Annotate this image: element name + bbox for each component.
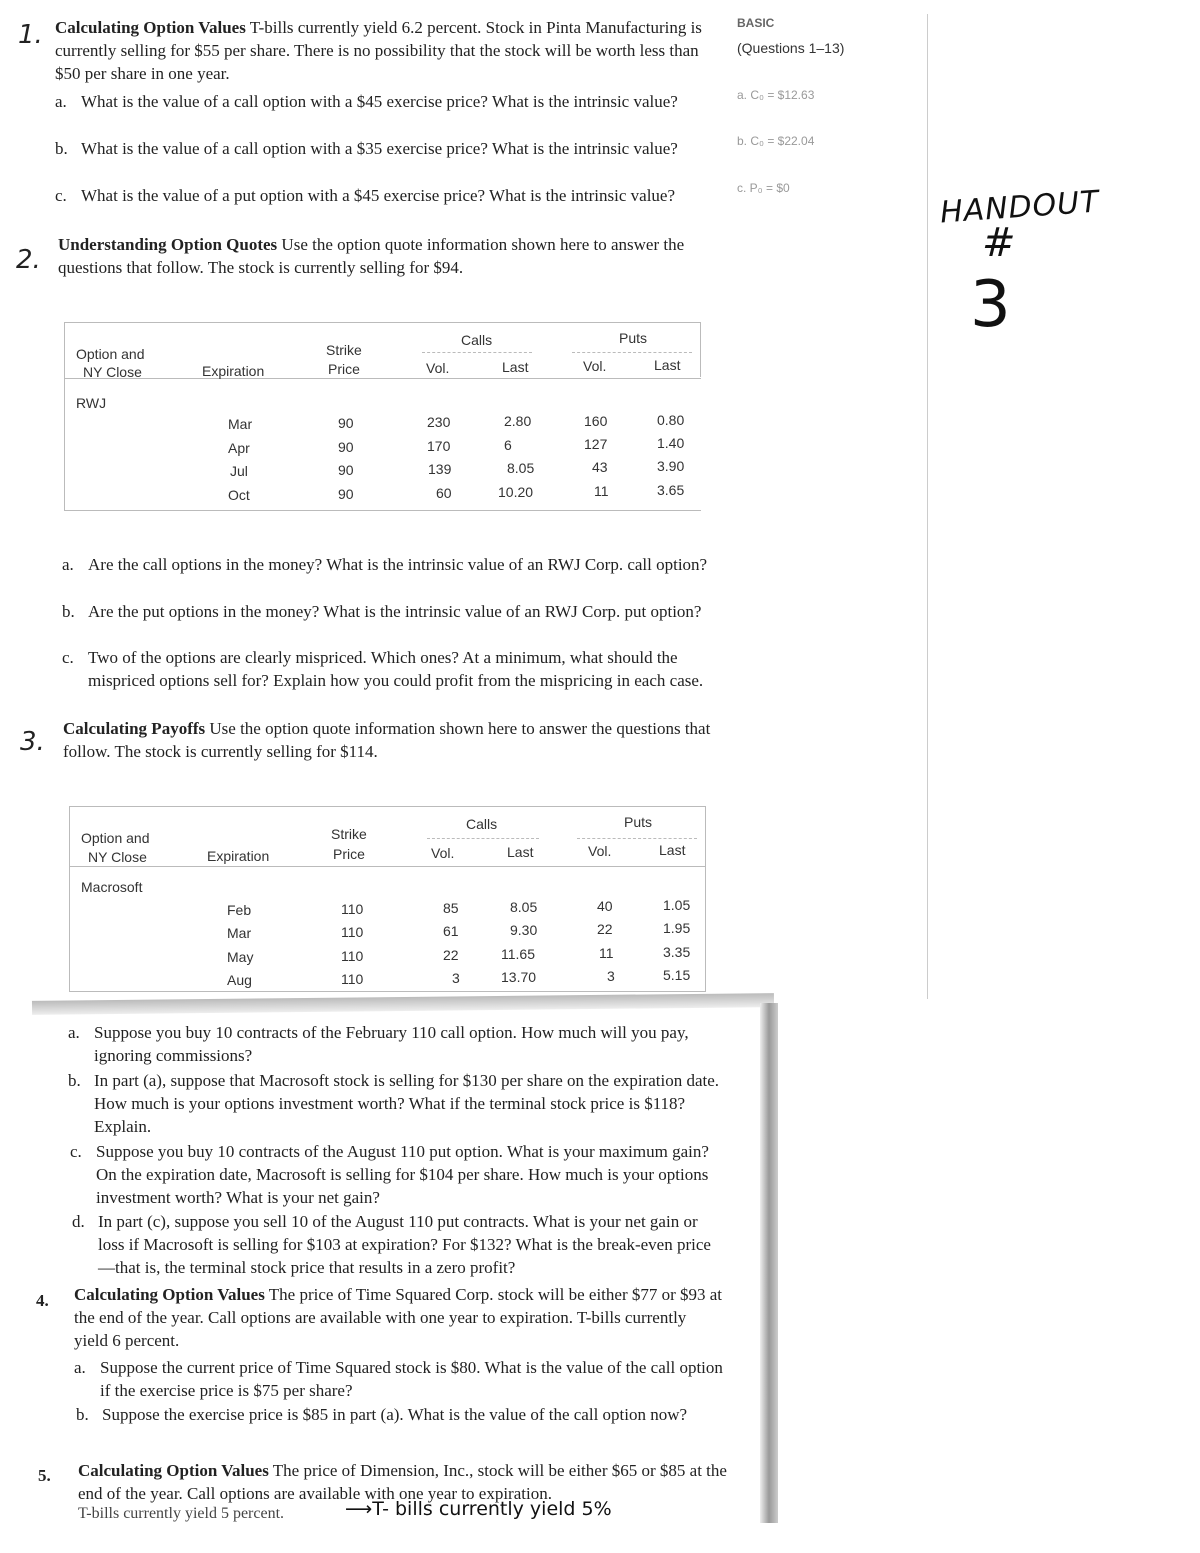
col-strike-price: Price	[333, 846, 365, 862]
call-last: 8.05	[510, 899, 538, 915]
table-header-rule	[69, 866, 706, 867]
q4-body: The price of Time Squared Corp. stock will be either $77 or $93 at the end of the year. Call options are available with one year to expiration. T-bills currently yield 6 percent.	[74, 1285, 723, 1350]
margin-answer-b: b. C₀ = $22.04	[737, 134, 815, 148]
col-option: Option and	[81, 830, 150, 846]
expiration: Feb	[227, 902, 252, 918]
puts-group-rule	[577, 838, 697, 839]
expiration: May	[227, 949, 254, 965]
col-put-last: Last	[659, 842, 686, 858]
put-last: 5.15	[663, 967, 691, 983]
q2-part-b	[62, 600, 712, 623]
q2-part-b-label: b.	[62, 602, 75, 621]
table-left-border	[69, 806, 70, 991]
margin-basic: BASIC	[737, 16, 775, 30]
q3-handwritten-number: 3.	[20, 727, 45, 757]
q1-part-b-text: What is the value of a call option with a $35 exercise price? What is the intrinsic value?	[81, 139, 678, 158]
group-calls: Calls	[466, 816, 498, 832]
call-last: 10.20	[498, 484, 534, 500]
strike: 110	[341, 971, 364, 987]
call-vol: 85	[443, 900, 459, 916]
group-puts: Puts	[619, 330, 648, 346]
call-vol: 230	[427, 414, 451, 430]
q3-part-c-label: c.	[70, 1142, 82, 1161]
q4-part-a-label: a.	[74, 1358, 86, 1377]
q1-text	[55, 16, 715, 85]
q4-part-b-label: b.	[76, 1405, 89, 1424]
put-last: 1.05	[663, 897, 691, 913]
put-last: 0.80	[657, 412, 685, 428]
put-last: 3.65	[657, 482, 685, 498]
q1-part-c-text: What is the value of a put option with a $45 exercise price? What is the intrinsic value?	[81, 186, 676, 205]
q1-handwritten-number: 1.	[18, 20, 43, 50]
call-vol: 22	[443, 947, 459, 963]
col-call-last: Last	[502, 359, 529, 375]
q2-part-a	[62, 553, 712, 576]
put-vol: 127	[584, 436, 608, 452]
call-vol: 60	[436, 485, 452, 501]
call-last: 8.05	[507, 460, 535, 476]
expiration: Jul	[230, 463, 248, 479]
table-bottom-rule	[69, 991, 706, 992]
q4-part-b-text: Suppose the exercise price is $85 in part (a). What is the value of the call option now?	[102, 1405, 688, 1424]
q3-part-b-label: b.	[68, 1071, 81, 1090]
q1-title: Calculating Option Values	[55, 18, 246, 37]
put-vol: 22	[597, 921, 613, 937]
handout-title: HANDOUT	[938, 184, 1101, 231]
col-strike: Strike	[326, 342, 362, 358]
strike: 110	[341, 948, 364, 964]
expiration: Aug	[227, 972, 252, 988]
col-call-last: Last	[507, 844, 534, 860]
group-calls: Calls	[461, 332, 493, 348]
q5-body: The price of Dimension, Inc., stock will be either $65 or $85 at the end of the year. Call options are available with one year to expiration.	[78, 1461, 727, 1503]
table-top-rule	[69, 806, 706, 807]
table-right-border	[705, 806, 706, 991]
col-expiration: Expiration	[202, 363, 265, 379]
col-call-vol: Vol.	[426, 360, 450, 376]
q4-part-a-text: Suppose the current price of Time Squared stock is $80. What is the value of the call option if the exercise price is $75 per share?	[100, 1358, 723, 1400]
q3-part-a-text: Suppose you buy 10 contracts of the February 110 call option. How much will you pay, ignoring commissions?	[94, 1023, 689, 1065]
calls-group-rule	[422, 352, 532, 353]
put-last: 1.95	[663, 920, 691, 936]
col-put-vol: Vol.	[583, 358, 607, 374]
q1-part-c	[55, 184, 720, 207]
table-header-rule	[64, 378, 701, 379]
call-last: 2.80	[504, 413, 532, 429]
put-vol: 43	[592, 459, 608, 475]
strike: 90	[338, 462, 354, 478]
put-last: 3.35	[663, 944, 691, 960]
ticker: Macrosoft	[81, 879, 143, 895]
q2-part-a-label: a.	[62, 555, 74, 574]
strike: 110	[341, 901, 364, 917]
call-vol: 139	[428, 461, 452, 477]
table-top-rule	[64, 322, 701, 323]
margin-answer-c: c. P₀ = $0	[737, 181, 790, 195]
q5-title: Calculating Option Values	[78, 1461, 269, 1480]
calls-group-rule	[427, 838, 539, 839]
col-strike-price: Price	[328, 361, 360, 377]
q3-part-b	[68, 1069, 723, 1138]
q4-part-a	[74, 1356, 729, 1402]
q2-part-c-text: Two of the options are clearly mispriced. Which ones? At a minimum, what should the mispriced options sell for? Explain how you could profit from the mispricing in each case.	[88, 648, 704, 690]
q1-part-b-label: b.	[55, 139, 68, 158]
put-vol: 11	[594, 483, 609, 499]
put-vol: 3	[607, 968, 615, 984]
q4-title: Calculating Option Values	[74, 1285, 265, 1304]
call-vol: 170	[427, 438, 451, 454]
q1-part-a-label: a.	[55, 92, 67, 111]
expiration: Apr	[228, 440, 250, 456]
call-last: 6	[504, 437, 512, 453]
call-last: 9.30	[510, 922, 538, 938]
q2-part-c-label: c.	[62, 648, 74, 667]
q3-part-d	[72, 1210, 727, 1279]
q2-text	[58, 233, 708, 279]
q3-part-c-text: Suppose you buy 10 contracts of the August 110 put option. What is your maximum gain? On the expiration date, Macrosoft is selling for $104 per share. How much is your options investment worth? What is your net gain?	[96, 1142, 709, 1207]
q2-title: Understanding Option Quotes	[58, 235, 278, 254]
margin-divider	[927, 14, 928, 999]
expiration: Mar	[227, 925, 252, 941]
col-strike: Strike	[331, 826, 367, 842]
put-last: 3.90	[657, 458, 685, 474]
q3-part-c	[70, 1140, 725, 1209]
q3-part-a-label: a.	[68, 1023, 80, 1042]
q3-title: Calculating Payoffs	[63, 719, 206, 738]
q4-text	[74, 1283, 724, 1352]
strike: 110	[341, 924, 364, 940]
puts-group-rule	[572, 352, 692, 353]
q3-part-d-text: In part (c), suppose you sell 10 of the August 110 put contracts. What is your net gain or loss if Macrosoft is selling for $103 at expiration? For $132? What is the break-even price—that is, the terminal stock price that results in a zero profit?	[98, 1212, 711, 1277]
q2-part-c	[62, 646, 712, 692]
group-puts: Puts	[624, 814, 653, 830]
col-option-close: NY Close	[83, 364, 142, 380]
put-vol: 40	[597, 898, 613, 914]
q3-part-a	[68, 1021, 723, 1067]
put-last: 1.40	[657, 435, 685, 451]
strike: 90	[338, 486, 354, 502]
expiration: Mar	[228, 416, 253, 432]
put-vol: 160	[584, 413, 608, 429]
table-right-border	[700, 322, 701, 377]
q1-part-b	[55, 137, 720, 160]
call-vol: 3	[452, 970, 460, 986]
q4-part-b	[76, 1403, 731, 1426]
q2-part-a-text: Are the call options in the money? What is the intrinsic value of an RWJ Corp. call option?	[88, 555, 708, 574]
rwj-quote-table	[64, 322, 702, 512]
q5-tail: T-bills currently yield 5 percent.	[78, 1505, 285, 1522]
call-vol: 61	[443, 923, 459, 939]
q2-body: Use the option quote information shown here to answer the questions that follow. The stock is currently selling for $94.	[58, 235, 685, 277]
q3-text	[63, 717, 713, 763]
q1-part-a	[55, 90, 720, 113]
margin-questions: (Questions 1–13)	[737, 40, 845, 56]
call-last: 13.70	[501, 969, 537, 985]
q4-number: 4.	[36, 1291, 49, 1310]
table-left-border	[64, 322, 65, 510]
col-expiration: Expiration	[207, 848, 270, 864]
q3-part-b-text: In part (a), suppose that Macrosoft stock is selling for $130 per share on the expiration date. How much is your options investment worth? What if the terminal stock price is $118? Explain.	[94, 1071, 720, 1136]
page-edge-shadow	[760, 1003, 778, 1523]
q3-body: Use the option quote information shown here to answer the questions that follow. The stock is currently selling for $114.	[63, 719, 711, 761]
col-call-vol: Vol.	[431, 845, 455, 861]
col-put-vol: Vol.	[588, 843, 612, 859]
q3-part-d-label: d.	[72, 1212, 85, 1231]
q5-handwritten-note: ⟶T- bills currently yield 5%	[345, 1498, 612, 1520]
margin-answer-a: a. C₀ = $12.63	[737, 88, 815, 102]
q5-number: 5.	[38, 1466, 51, 1485]
strike: 90	[338, 415, 354, 431]
macrosoft-quote-table	[69, 806, 707, 996]
ticker: RWJ	[76, 395, 107, 411]
col-option: Option and	[76, 346, 145, 362]
q1-body: T-bills currently yield 6.2 percent. Stock in Pinta Manufacturing is currently selling for $55 per share. There is no possibility that the stock will be worth less than $50 per share in one year.	[55, 18, 702, 83]
call-last: 11.65	[501, 946, 535, 962]
table-bottom-rule	[64, 510, 701, 511]
expiration: Oct	[228, 487, 250, 503]
strike: 90	[338, 439, 354, 455]
page-fold-shadow	[32, 993, 774, 1015]
col-put-last: Last	[654, 357, 681, 373]
put-vol: 11	[599, 945, 614, 961]
q2-part-b-text: Are the put options in the money? What is the intrinsic value of an RWJ Corp. put option?	[88, 602, 702, 621]
handout-number: 3	[970, 268, 1011, 342]
col-option-close: NY Close	[88, 849, 147, 865]
handout-hash: #	[982, 220, 1016, 266]
q1-part-a-text: What is the value of a call option with a $45 exercise price? What is the intrinsic value?	[81, 92, 678, 111]
q1-part-c-label: c.	[55, 186, 67, 205]
q2-handwritten-number: 2.	[16, 245, 41, 275]
